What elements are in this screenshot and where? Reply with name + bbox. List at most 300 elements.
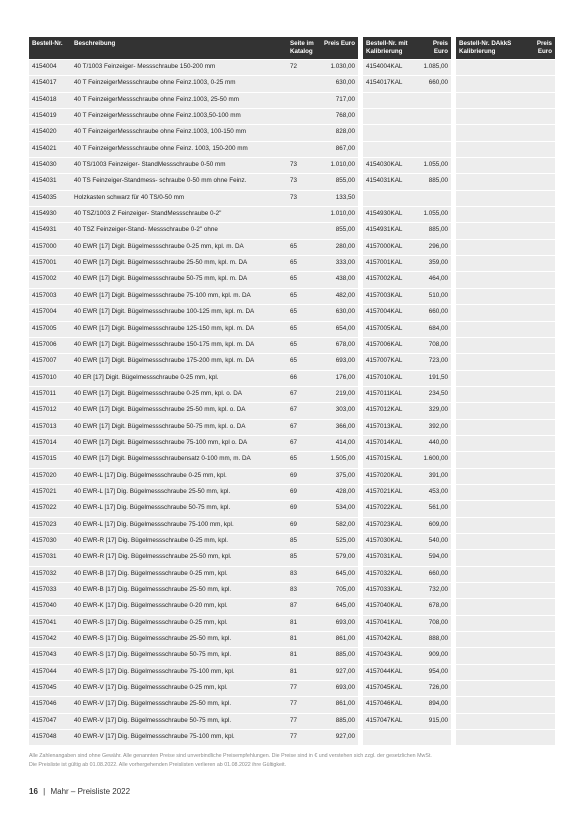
cell-seite: 69 [287,485,317,500]
cell-beschreibung: 40 EWR-L [17] Dig. Bügelmessschraube 75-100 mm, kpl. [71,518,287,533]
cell-kal-nr [363,125,416,140]
cell-bestell-nr: 4157003 [29,289,71,304]
cell-kal-preis: 660,00 [416,305,451,320]
cell-seite: 72 [287,60,317,75]
cell-kal-preis [416,109,451,124]
table-row [29,173,550,189]
cell-bestell-nr: 4154021 [29,142,71,157]
cell-kal-preis: 440,00 [416,436,451,451]
cell-bestell-nr: 4157010 [29,371,71,386]
cell-kal-nr: 4154931KAL [363,223,416,238]
cell-kal-nr: 4157002KAL [363,272,416,287]
cell-bestell-nr: 4157046 [29,697,71,712]
cell-dakks [456,371,555,386]
cell-bestell-nr: 4154030 [29,158,71,173]
page-footer [29,787,130,796]
cell-kal-preis: 391,00 [416,469,451,484]
cell-dakks [456,469,555,484]
table-row [29,468,550,484]
cell-seite: 83 [287,583,317,598]
cell-kal-preis: 888,00 [416,632,451,647]
cell-kal-nr: 4154004KAL [363,60,416,75]
cell-bestell-nr: 4154017 [29,76,71,91]
footnote [29,752,559,770]
cell-seite: 67 [287,403,317,418]
cell-dakks [456,599,555,614]
cell-dakks [456,714,555,729]
cell-kal-preis: 609,00 [416,518,451,533]
cell-preis: 630,00 [317,76,358,91]
table-row [29,190,550,206]
cell-beschreibung: 40 T FeinzeigerMessschraube ohne Feinz. 1003, 150-200 mm [71,142,287,157]
table-row [29,206,550,222]
cell-dakks [456,76,555,91]
cell-kal-preis: 708,00 [416,616,451,631]
cell-dakks [456,174,555,189]
cell-bestell-nr: 4157020 [29,469,71,484]
cell-dakks [456,354,555,369]
cell-beschreibung: 40 EWR [17] Digit. Bügelmessschraube 125-150 mm, kpl. m. DA [71,322,287,337]
cell-preis: 219,00 [317,387,358,402]
cell-seite: 66 [287,371,317,386]
cell-dakks [456,240,555,255]
cell-dakks [456,158,555,173]
cell-preis: 438,00 [317,272,358,287]
cell-preis: 678,00 [317,338,358,353]
cell-beschreibung: 40 EWR [17] Digit. Bügelmessschraube 75-100 mm, kpl. m. DA [71,289,287,304]
cell-kal-nr: 4157001KAL [363,256,416,271]
cell-bestell-nr: 4157006 [29,338,71,353]
header-preis: Preis Euro [317,37,358,59]
cell-bestell-nr: 4154930 [29,207,71,222]
cell-kal-preis: 359,00 [416,256,451,271]
cell-bestell-nr: 4157044 [29,665,71,680]
cell-beschreibung: 40 EWR [17] Digit. Bügelmessschraube 25-50 mm, kpl. m. DA [71,256,287,271]
table-row [29,92,550,108]
cell-preis: 885,00 [317,648,358,663]
cell-kal-nr: 4157045KAL [363,681,416,696]
table-row [29,647,550,663]
cell-seite [287,142,317,157]
cell-bestell-nr: 4157041 [29,616,71,631]
cell-dakks [456,191,555,206]
table-row [29,729,550,745]
cell-kal-nr: 4157012KAL [363,403,416,418]
cell-seite: 81 [287,632,317,647]
cell-dakks [456,485,555,500]
cell-kal-preis: 708,00 [416,338,451,353]
cell-kal-nr: 4157022KAL [363,501,416,516]
cell-dakks [456,730,555,745]
cell-kal-nr: 4157023KAL [363,518,416,533]
footer-title: Mahr – Preisliste 2022 [50,787,131,796]
cell-kal-nr: 4157010KAL [363,371,416,386]
cell-beschreibung: 40 TS/1003 Feinzeiger- StandMessschraube 0-50 mm [71,158,287,173]
cell-preis: 855,00 [317,174,358,189]
cell-kal-preis: 1.085,00 [416,60,451,75]
cell-bestell-nr: 4157031 [29,550,71,565]
price-table [29,37,550,745]
cell-bestell-nr: 4157015 [29,452,71,467]
cell-beschreibung: 40 EWR [17] Digit. Bügelmessschraube 150-175 mm, kpl. m. DA [71,338,287,353]
header-dakks-preis: Preis Euro [536,40,552,55]
cell-bestell-nr: 4157023 [29,518,71,533]
cell-kal-preis: 684,00 [416,322,451,337]
table-row [29,484,550,500]
cell-bestell-nr: 4157022 [29,501,71,516]
cell-preis: 176,00 [317,371,358,386]
cell-kal-nr: 4157030KAL [363,534,416,549]
cell-seite: 67 [287,436,317,451]
cell-dakks [456,338,555,353]
cell-preis: 280,00 [317,240,358,255]
cell-dakks [456,616,555,631]
cell-seite: 77 [287,697,317,712]
cell-preis: 534,00 [317,501,358,516]
cell-preis: 705,00 [317,583,358,598]
table-row [29,517,550,533]
table-row [29,549,550,565]
cell-kal-nr: 4154930KAL [363,207,416,222]
cell-beschreibung: 40 EWR-V [17] Dig. Bügelmessschraube 25-50 mm, kpl. [71,697,287,712]
cell-beschreibung: 40 EWR [17] Digit. Bügelmessschraube 0-25 mm, kpl. o. DA [71,387,287,402]
cell-seite [287,207,317,222]
cell-beschreibung: 40 EWR-S [17] Dig. Bügelmessschraube 0-25 mm, kpl. [71,616,287,631]
cell-bestell-nr: 4157043 [29,648,71,663]
cell-dakks [456,632,555,647]
cell-dakks [456,648,555,663]
cell-kal-preis: 1.055,00 [416,207,451,222]
cell-dakks [456,436,555,451]
table-row [29,500,550,516]
cell-seite: 65 [287,354,317,369]
cell-bestell-nr: 4157004 [29,305,71,320]
table-row [29,304,550,320]
cell-seite [287,93,317,108]
cell-seite: 81 [287,665,317,680]
cell-seite: 87 [287,599,317,614]
cell-preis: 693,00 [317,616,358,631]
cell-kal-preis: 453,00 [416,485,451,500]
cell-seite [287,76,317,91]
cell-bestell-nr: 4157007 [29,354,71,369]
cell-kal-nr: 4157042KAL [363,632,416,647]
table-row [29,75,550,91]
cell-dakks [456,289,555,304]
cell-dakks [456,518,555,533]
cell-seite: 69 [287,501,317,516]
cell-seite: 65 [287,305,317,320]
cell-dakks [456,501,555,516]
cell-preis: 654,00 [317,322,358,337]
table-row [29,353,550,369]
cell-preis: 428,00 [317,485,358,500]
cell-bestell-nr: 4154004 [29,60,71,75]
cell-kal-preis: 660,00 [416,567,451,582]
cell-bestell-nr: 4157021 [29,485,71,500]
cell-preis: 375,00 [317,469,358,484]
table-row [29,680,550,696]
cell-dakks [456,697,555,712]
cell-kal-nr: 4157004KAL [363,305,416,320]
table-row [29,696,550,712]
footnote-line-1: Alle Zahlenangaben sind ohne Gewähr. Alle genannten Preise sind unverbindliche Preisempfehlungen. Die Preise sind in € und verstehen sich zzgl. der gesetzlichen MwSt. [29,753,432,759]
table-row [29,419,550,435]
cell-seite: 77 [287,681,317,696]
footer-separator: | [43,787,46,796]
cell-seite: 65 [287,452,317,467]
cell-beschreibung: 40 EWR-L [17] Dig. Bügelmessschraube 0-25 mm, kpl. [71,469,287,484]
cell-bestell-nr: 4157032 [29,567,71,582]
header-kal-preis: Preis Euro [416,37,451,59]
cell-kal-preis: 234,50 [416,387,451,402]
cell-seite: 85 [287,550,317,565]
cell-seite [287,109,317,124]
cell-kal-nr: 4157041KAL [363,616,416,631]
cell-kal-nr: 4157040KAL [363,599,416,614]
cell-beschreibung: 40 EWR-V [17] Dig. Bügelmessschraube 0-25 mm, kpl. [71,681,287,696]
table-row [29,664,550,680]
cell-preis: 768,00 [317,109,358,124]
cell-dakks [456,93,555,108]
cell-kal-preis: 1.600,00 [416,452,451,467]
cell-bestell-nr: 4157047 [29,714,71,729]
cell-kal-preis: 678,00 [416,599,451,614]
cell-preis: 645,00 [317,567,358,582]
cell-bestell-nr: 4157040 [29,599,71,614]
cell-kal-preis: 723,00 [416,354,451,369]
cell-seite [287,223,317,238]
table-row [29,533,550,549]
cell-kal-preis [416,93,451,108]
cell-kal-nr: 4157047KAL [363,714,416,729]
cell-preis: 693,00 [317,681,358,696]
cell-dakks [456,420,555,435]
cell-seite: 73 [287,158,317,173]
cell-kal-nr: 4157046KAL [363,697,416,712]
cell-seite: 81 [287,648,317,663]
cell-dakks [456,125,555,140]
cell-dakks [456,256,555,271]
cell-dakks [456,60,555,75]
cell-beschreibung: 40 EWR-V [17] Dig. Bügelmessschraube 50-75 mm, kpl. [71,714,287,729]
cell-preis: 482,00 [317,289,358,304]
table-row [29,239,550,255]
cell-kal-preis: 329,00 [416,403,451,418]
cell-kal-preis: 885,00 [416,174,451,189]
cell-dakks [456,550,555,565]
cell-seite: 65 [287,256,317,271]
cell-kal-preis: 392,00 [416,420,451,435]
cell-beschreibung: 40 EWR-L [17] Dig. Bügelmessschraube 25-50 mm, kpl. [71,485,287,500]
cell-bestell-nr: 4154931 [29,223,71,238]
cell-kal-preis: 296,00 [416,240,451,255]
table-row [29,157,550,173]
cell-kal-preis: 894,00 [416,697,451,712]
cell-seite: 69 [287,469,317,484]
cell-bestell-nr: 4157042 [29,632,71,647]
cell-preis: 693,00 [317,354,358,369]
cell-preis: 717,00 [317,93,358,108]
cell-kal-preis: 561,00 [416,501,451,516]
cell-kal-nr: 4157006KAL [363,338,416,353]
cell-bestell-nr: 4157030 [29,534,71,549]
cell-beschreibung: 40 TSZ/1003 Z Feinzeiger- StandMessschraube 0-2" [71,207,287,222]
cell-beschreibung: 40 T FeinzeigerMessschraube ohne Feinz.1003, 0-25 mm [71,76,287,91]
cell-beschreibung: 40 TSZ Feinzeiger-Stand- Messschraube 0-2" ohne [71,223,287,238]
cell-seite: 65 [287,322,317,337]
cell-bestell-nr: 4157001 [29,256,71,271]
cell-preis: 927,00 [317,665,358,680]
cell-preis: 366,00 [317,420,358,435]
cell-preis: 303,00 [317,403,358,418]
cell-dakks [456,681,555,696]
header-dakks [456,37,555,59]
cell-seite: 65 [287,272,317,287]
cell-kal-nr: 4157014KAL [363,436,416,451]
table-row [29,386,550,402]
cell-dakks [456,665,555,680]
cell-seite: 65 [287,338,317,353]
cell-kal-nr: 4157007KAL [363,354,416,369]
cell-kal-nr: 4157005KAL [363,322,416,337]
cell-beschreibung: 40 EWR-S [17] Dig. Bügelmessschraube 75-100 mm, kpl. [71,665,287,680]
cell-bestell-nr: 4154035 [29,191,71,206]
cell-beschreibung: 40 EWR [17] Digit. Bügelmessschraube 75-100 mm, kpl o. DA [71,436,287,451]
cell-preis: 1.010,00 [317,207,358,222]
cell-kal-nr [363,109,416,124]
cell-beschreibung: 40 T/1003 Feinzeiger- Messschraube 150-200 mm [71,60,287,75]
table-row [29,271,550,287]
cell-beschreibung: 40 EWR [17] Digit. Bügelmessschraube 100-125 mm, kpl. m. DA [71,305,287,320]
cell-kal-preis: 726,00 [416,681,451,696]
cell-dakks [456,223,555,238]
cell-dakks [456,109,555,124]
cell-kal-preis [416,191,451,206]
cell-kal-preis [416,142,451,157]
table-row [29,337,550,353]
cell-kal-preis: 915,00 [416,714,451,729]
cell-seite: 69 [287,518,317,533]
footnote-line-2: Die Preisliste ist gültig ab 01.08.2022. Alle vorhergehenden Preislisten verlieren ab 01.08.2022 ihre Gültigkeit. [29,762,287,768]
cell-kal-preis [416,125,451,140]
cell-beschreibung: 40 T FeinzeigerMessschraube ohne Feinz.1003,50-100 mm [71,109,287,124]
table-row [29,435,550,451]
page-number: 16 [29,787,38,796]
cell-dakks [456,534,555,549]
cell-seite: 73 [287,191,317,206]
cell-preis: 414,00 [317,436,358,451]
cell-dakks [456,567,555,582]
cell-beschreibung: 40 EWR [17] Digit. Bügelmessschraube 175-200 mm, kpl. m. DA [71,354,287,369]
cell-beschreibung: 40 EWR [17] Digit. Bügelmessschraube 50-75 mm, kpl. o. DA [71,420,287,435]
cell-bestell-nr: 4154018 [29,93,71,108]
cell-kal-nr: 4157033KAL [363,583,416,598]
cell-kal-preis [416,730,451,745]
cell-kal-nr [363,191,416,206]
cell-kal-nr: 4157020KAL [363,469,416,484]
cell-beschreibung: 40 EWR-R [17] Dig. Bügelmessschraube 25-50 mm, kpl. [71,550,287,565]
header-dakks-nr: Bestell-Nr. DAkkS Kalibrierung [459,40,512,55]
cell-dakks [456,142,555,157]
cell-bestell-nr: 4157005 [29,322,71,337]
cell-kal-preis: 191,50 [416,371,451,386]
cell-preis: 133,50 [317,191,358,206]
cell-kal-nr: 4154017KAL [363,76,416,91]
cell-beschreibung: 40 EWR [17] Digit. Bügelmessschraubensatz 0-100 mm, m. DA [71,452,287,467]
cell-seite: 65 [287,289,317,304]
table-row [29,582,550,598]
cell-preis: 333,00 [317,256,358,271]
cell-kal-preis: 954,00 [416,665,451,680]
cell-bestell-nr: 4157014 [29,436,71,451]
cell-beschreibung: 40 ER [17] Digit. Bügelmessschraube 0-25 mm, kpl. [71,371,287,386]
cell-beschreibung: 40 T FeinzeigerMessschraube ohne Feinz.1003, 100-150 mm [71,125,287,140]
cell-kal-preis: 510,00 [416,289,451,304]
cell-preis: 1.030,00 [317,60,358,75]
table-row [29,566,550,582]
cell-dakks [456,583,555,598]
table-row [29,124,550,140]
cell-seite: 67 [287,420,317,435]
cell-preis: 867,00 [317,142,358,157]
cell-preis: 645,00 [317,599,358,614]
cell-preis: 855,00 [317,223,358,238]
cell-beschreibung: 40 EWR-L [17] Dig. Bügelmessschraube 50-75 mm, kpl. [71,501,287,516]
cell-beschreibung: 40 EWR-B [17] Dig. Bügelmessschraube 0-25 mm, kpl. [71,567,287,582]
cell-bestell-nr: 4154019 [29,109,71,124]
cell-kal-nr: 4157043KAL [363,648,416,663]
cell-beschreibung: 40 EWR-S [17] Dig. Bügelmessschraube 25-50 mm, kpl. [71,632,287,647]
table-row [29,370,550,386]
table-row [29,631,550,647]
cell-dakks [456,207,555,222]
cell-beschreibung: 40 EWR-R [17] Dig. Bügelmessschraube 0-25 mm, kpl. [71,534,287,549]
cell-dakks [456,387,555,402]
cell-preis: 1.505,00 [317,452,358,467]
cell-seite: 67 [287,387,317,402]
cell-bestell-nr: 4157002 [29,272,71,287]
cell-kal-nr: 4154030KAL [363,158,416,173]
cell-dakks [456,403,555,418]
table-row [29,713,550,729]
cell-beschreibung: 40 TS Feinzeiger-Standmess- schraube 0-50 mm ohne Feinz. [71,174,287,189]
cell-beschreibung: Holzkasten schwarz für 40 TS/0-50 mm [71,191,287,206]
cell-kal-nr: 4157015KAL [363,452,416,467]
cell-beschreibung: 40 EWR-S [17] Dig. Bügelmessschraube 50-75 mm, kpl. [71,648,287,663]
cell-seite: 65 [287,240,317,255]
cell-beschreibung: 40 EWR [17] Digit. Bügelmessschraube 50-75 mm, kpl. m. DA [71,272,287,287]
cell-preis: 861,00 [317,632,358,647]
cell-bestell-nr: 4157033 [29,583,71,598]
table-row [29,598,550,614]
cell-seite [287,125,317,140]
cell-kal-nr [363,93,416,108]
cell-preis: 828,00 [317,125,358,140]
cell-beschreibung: 40 EWR [17] Digit. Bügelmessschraube 25-50 mm, kpl. o. DA [71,403,287,418]
cell-preis: 525,00 [317,534,358,549]
table-row [29,402,550,418]
cell-dakks [456,272,555,287]
cell-preis: 885,00 [317,714,358,729]
table-row [29,59,550,75]
cell-beschreibung: 40 EWR [17] Digit. Bügelmessschraube 0-25 mm, kpl. m. DA [71,240,287,255]
cell-preis: 582,00 [317,518,358,533]
cell-bestell-nr: 4157048 [29,730,71,745]
table-row [29,108,550,124]
cell-bestell-nr: 4157000 [29,240,71,255]
cell-dakks [456,305,555,320]
